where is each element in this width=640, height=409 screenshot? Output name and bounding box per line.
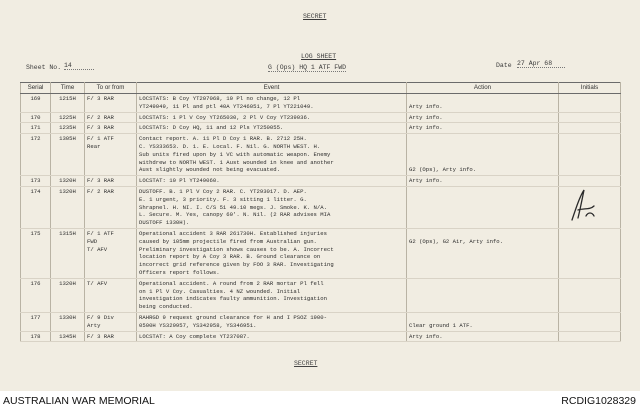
unit-line: G (Ops) HQ 1 ATF FWD xyxy=(268,64,347,71)
time-cell: 1330H xyxy=(51,312,85,331)
serial-cell: 171 xyxy=(21,123,51,134)
event-cell: LOCSTATS: D Coy HQ, 11 and 12 Pls YT250055. xyxy=(137,123,407,134)
event-cell: Operational accident. A round from 2 RAR mortar Pl fell on 1 Pl V Coy. Casualties. 4 NZ wounded. Initial investigation indicates faulty ammunition. Investigation being conducted. xyxy=(137,278,407,312)
action-cell: Arty info. xyxy=(407,176,559,187)
col-header-serial: Serial xyxy=(21,83,51,94)
initials-cell xyxy=(559,278,621,312)
action-cell: G2 (Ops), G2 Air, Arty info. xyxy=(407,228,559,278)
col-header-action: Action xyxy=(407,83,559,94)
action-cell: Arty info. xyxy=(407,123,559,134)
initials-cell xyxy=(559,94,621,113)
initials-cell xyxy=(559,228,621,278)
table-row xyxy=(21,186,621,228)
sheet-number-label: Sheet No. xyxy=(26,64,62,71)
table-row xyxy=(21,312,621,331)
time-cell: 1320H xyxy=(51,278,85,312)
time-cell: 1215H xyxy=(51,94,85,113)
col-header-time: Time xyxy=(51,83,85,94)
event-cell: LOCSTAT: A Coy complete YT237087. xyxy=(137,331,407,342)
action-cell: Arty info. xyxy=(407,112,559,123)
action-cell xyxy=(407,278,559,312)
col-header-event: Event xyxy=(137,83,407,94)
from-cell: T/ AFV xyxy=(85,278,137,312)
initials-cell xyxy=(559,134,621,176)
date-label: Date xyxy=(496,62,512,69)
time-cell: 1305H xyxy=(51,134,85,176)
col-header-to-or-from: To or from xyxy=(85,83,137,94)
action-cell: G2 (Ops), Arty info. xyxy=(407,134,559,176)
time-cell: 1315H xyxy=(51,228,85,278)
from-cell: F/ 3 RAR xyxy=(85,176,137,187)
event-cell: LOCSTATS: B Coy YT207068, 10 Pl no change, 12 Pl YT249049, 11 Pl and ptl 40A YT246051, 7 Pl YT221049. xyxy=(137,94,407,113)
archive-name: AUSTRALIAN WAR MEMORIAL xyxy=(3,395,155,407)
serial-cell: 176 xyxy=(21,278,51,312)
table-row xyxy=(21,228,621,278)
sheet-title: LOG SHEET xyxy=(301,53,337,60)
serial-cell: 172 xyxy=(21,134,51,176)
col-header-initials: Initials xyxy=(559,83,621,94)
initials-cell xyxy=(559,331,621,342)
from-cell: F/ 1 ATF FWD T/ AFV xyxy=(85,228,137,278)
initials-cell xyxy=(559,123,621,134)
event-cell: Operational accident 3 RAR 261730H. Established injuries caused by 105mm projectile fired from Australian gun. Preliminary investigation shows causes to be. A. Incorrect location report by A Coy 3 RAR. B. Ground clearance on incorrect grid reference given by FOO 3 RAR. Investigating Officers report follows. xyxy=(137,228,407,278)
serial-cell: 170 xyxy=(21,112,51,123)
event-cell: LOCSTATS: 1 Pl V Coy YT265030, 2 Pl V Coy YT239036. xyxy=(137,112,407,123)
header-row xyxy=(21,83,621,94)
event-cell: RAHRGD 9 request ground clearance for H and I PSOZ 1900- 0500H YS329957, YS342958, YS346951. xyxy=(137,312,407,331)
time-cell: 1320H xyxy=(51,186,85,228)
time-cell: 1225H xyxy=(51,112,85,123)
log-table xyxy=(20,82,621,342)
serial-cell: 169 xyxy=(21,94,51,113)
event-cell: LOCSTAT: 10 Pl YT249060. xyxy=(137,176,407,187)
time-cell: 1320H xyxy=(51,176,85,187)
from-cell: F/ 2 RAR xyxy=(85,112,137,123)
document-id: RCDIG1028329 xyxy=(561,395,636,407)
from-cell: F/ 3 RAR xyxy=(85,123,137,134)
action-cell: Arty info. xyxy=(407,94,559,113)
from-cell: F/ 1 ATF Rear xyxy=(85,134,137,176)
table-row xyxy=(21,331,621,342)
from-cell: F/ 9 Div Arty xyxy=(85,312,137,331)
serial-cell: 174 xyxy=(21,186,51,228)
serial-cell: 177 xyxy=(21,312,51,331)
action-cell: Clear ground 1 ATF. xyxy=(407,312,559,331)
initials-cell xyxy=(559,176,621,187)
action-cell: Arty info. xyxy=(407,331,559,342)
table-row xyxy=(21,278,621,312)
event-cell: Contact report. A. 11 Pl D Coy 1 RAR. B. 2712 25H. C. YS333653. D. 1. E. Local. F. Nil. G. NORTH WEST. H. Sub units fired upon by 1 VC with automatic weapon. Enemy withdrew to NORTH WEST. 1 Aust wounded in knee and another Aust slightly wounded not being evacuated. xyxy=(137,134,407,176)
serial-cell: 178 xyxy=(21,331,51,342)
date-value: 27 Apr 68 xyxy=(517,60,565,68)
classification-bottom: SECRET xyxy=(294,360,318,367)
table-row xyxy=(21,94,621,113)
table-row xyxy=(21,134,621,176)
initials-signature xyxy=(568,186,598,226)
serial-cell: 175 xyxy=(21,228,51,278)
sheet-number: 14 xyxy=(64,62,94,70)
classification-top: SECRET xyxy=(303,13,327,20)
table-row xyxy=(21,176,621,187)
time-cell: 1235H xyxy=(51,123,85,134)
table-row xyxy=(21,123,621,134)
from-cell: F/ 2 RAR xyxy=(85,186,137,228)
serial-cell: 173 xyxy=(21,176,51,187)
from-cell: F/ 3 RAR xyxy=(85,94,137,113)
from-cell: F/ 3 RAR xyxy=(85,331,137,342)
event-cell: DUSTOFF. B. 1 Pl V Coy 2 RAR. C. YT293017. D. AEP. E. 1 urgent, 3 priority. F. 3 sitting 1 litter. G. Shrapnel. H. NI. I. C/S 51 49.10 megs. J. Smoke. K. N/A. L. Secure. M. Yes, canopy 60'. N. Nil. (2 RAR advises MIA DUSTOFF 1330H). xyxy=(137,186,407,228)
time-cell: 1345H xyxy=(51,331,85,342)
action-cell xyxy=(407,186,559,228)
table-row xyxy=(21,112,621,123)
initials-cell xyxy=(559,112,621,123)
initials-cell xyxy=(559,312,621,331)
